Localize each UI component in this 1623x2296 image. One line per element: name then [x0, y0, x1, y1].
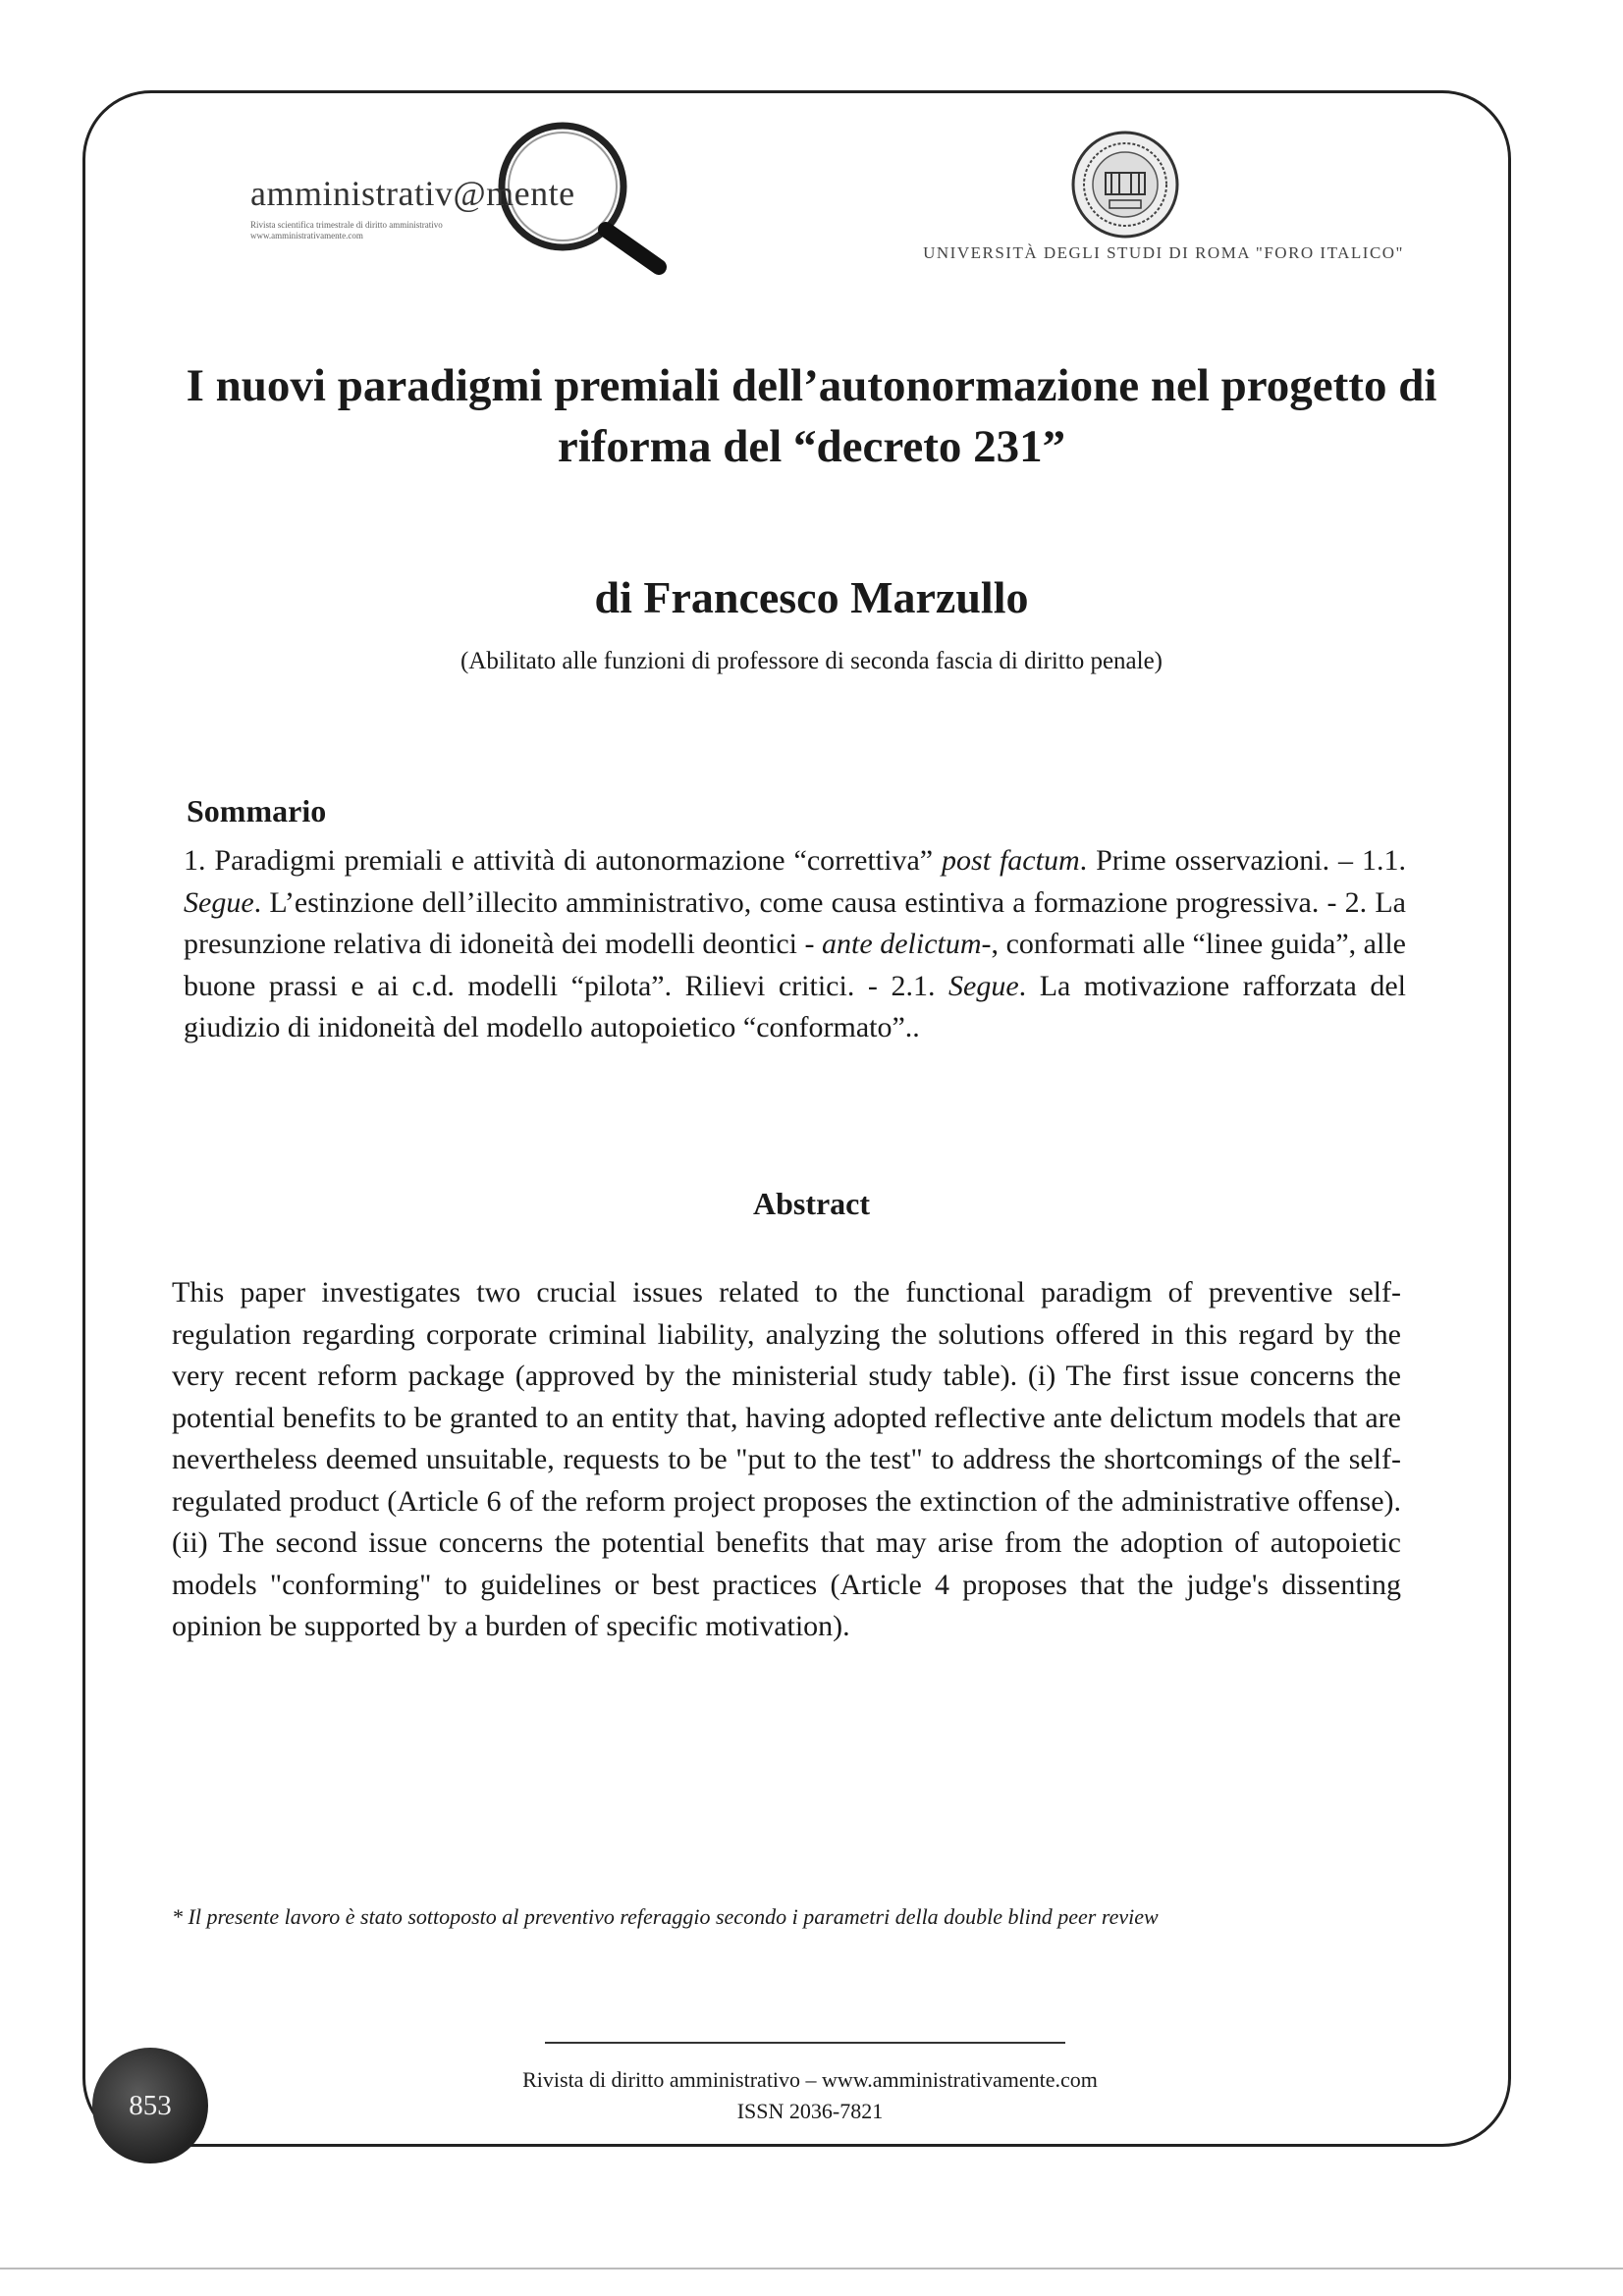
- abstract-heading: Abstract: [752, 1186, 871, 1221]
- sommario-segment: . La motivazione rafforzata del giudizio di inidoneità del modello autopoietico “conformato”..: [184, 969, 1407, 1043]
- journal-logo-tagline: [250, 220, 443, 241]
- university-name: UNIVERSITÀ DEGLI STUDI DI ROMA "FORO ITALICO": [923, 243, 1404, 262]
- paper-author: di Francesco Marzullo: [594, 572, 1029, 622]
- page-number-badge: 853: [92, 2048, 208, 2163]
- sommario-segment-italic: Segue: [948, 969, 1019, 1002]
- sommario-segment: , conformati alle “linee guida”, alle buone prassi e ai c.d. modelli “pilota”. Rilievi critici. - 2.1.: [184, 928, 1406, 1002]
- journal-tagline-2: www.amministrativamente.com: [250, 231, 363, 240]
- journal-logo: [250, 118, 682, 275]
- sommario-segment-italic: ante delictum-: [822, 928, 992, 960]
- sommario-segment: . Prime osservazioni. – 1.1.: [1079, 844, 1406, 877]
- university-seal-icon: [1070, 130, 1180, 240]
- author-affiliation: (Abilitato alle funzioni di professore di seconda fascia di diritto penale): [460, 648, 1163, 674]
- journal-tagline-1: Rivista scientifica trimestrale di diritto amministrativo: [250, 220, 443, 230]
- footer-issn: ISSN 2036-7821: [736, 2099, 884, 2123]
- footer-divider: [545, 2042, 1065, 2044]
- peer-review-footnote: * Il presente lavoro è stato sottoposto al preventivo referaggio secondo i parametri della double blind peer review: [172, 1904, 1159, 1929]
- sommario-segment: . L’estinzione dell’illecito amministrativo, come causa estintiva a formazione progressiva. - 2. La presunzione relativa di idoneità dei modelli deontici -: [184, 885, 1406, 960]
- paper-title: I nuovi paradigmi premiali dell’autonormazione nel progetto di riforma del “decreto 231”: [186, 360, 1437, 472]
- journal-logo-text: amministrativ@mente: [250, 174, 575, 213]
- abstract-text: This paper investigates two crucial issues related to the functional paradigm of preventive self-regulation regarding corporate criminal liability, analyzing the solutions offered in this regard by the very recent reform package (approved by the ministerial study table). (i) The first issue concerns the potential benefits to be granted to an entity that, having adopted reflective ante delictum models that are nevertheless deemed unsuitable, requests to be "put to the test" to address the shortcomings of the self-regulated product (Article 6 of the reform project proposes the extinction of the administrative offense). (ii) The second issue concerns the potential benefits that may arise from the adoption of autopoietic models "conforming" to guidelines or best practices (Article 4 proposes that the judge's dissenting opinion be supported by a burden of specific motivation).: [172, 1276, 1401, 1642]
- scan-edge-line: [0, 2268, 1623, 2269]
- sommario-text: [184, 840, 1406, 1049]
- sommario-heading: Sommario: [187, 793, 327, 828]
- footer-journal-info: Rivista di diritto amministrativo – www.amministrativamente.com: [522, 2067, 1098, 2092]
- sommario-segment: 1. Paradigmi premiali e attività di autonormazione “correttiva”: [184, 844, 943, 877]
- sommario-segment-italic: Segue: [184, 885, 254, 919]
- sommario-segment-italic: post factum: [942, 844, 1080, 877]
